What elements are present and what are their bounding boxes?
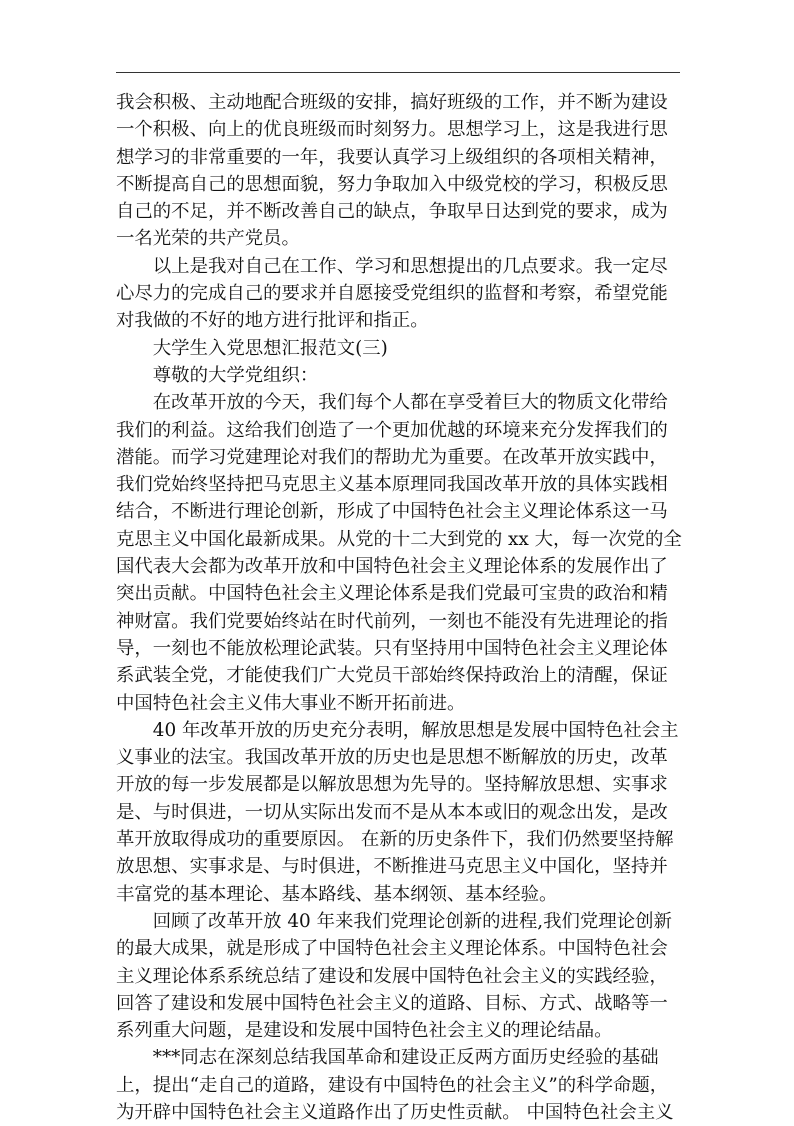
paragraph-emancipating-mind: 40 年改革开放的历史充分表明，解放思想是发展中国特色社会主 义事业的法宝。我国改革开放的历史也是思想不断解放的历史，改革 开放的每一步发展都是以解放思想为先导的。坚持解放思想、实事求 是、与时俱进，一切从实际出发而不是从本本或旧的观念出发，是改 革开放取得成功的重要原因。 在新的历史条件下，我们仍然要坚持解 放思想、实事求是、与时俱进，不断推进马克思主义中国化，坚持并 丰富党的基本理论、基本路线、基本纲领、基本经验。 [116, 719, 679, 905]
section-title: 大学生入党思想汇报范文(三) [116, 337, 388, 359]
salutation: 尊敬的大学党组织： [116, 364, 319, 386]
paragraph-own-road: ***同志在深刻总结我国革命和建设正反两方面历史经验的基础 上，提出“走自己的道路，建设有中国特色的社会主义”的科学命题， 为开辟中国特色社会主义道路作出了历史性贡献。 中国特色社会主义 [116, 1047, 674, 1123]
document-body [116, 89, 682, 1126]
paragraph-theoretical-innovation: 回顾了改革开放 40 年来我们党理论创新的进程,我们党理论创新 的最大成果，就是形成了中国特色社会主义理论体系。中国特色社会 主义理论体系系统总结了建设和发展中国特色社会主义的实践经验， 回答了建设和发展中国特色社会主义的道路、目标、方式、战略等一 系列重大问题，是建设和发展中国特色社会主义的理论结晶。 [116, 910, 672, 1042]
paragraph-summary-pledge: 以上是我对自己在工作、学习和思想提出的几点要求。我一定尽 心尽力的完成自己的要求并自愿接受党组织的监督和考察，希望党能 对我做的不好的地方进行批评和指正。 [116, 255, 668, 332]
header-rule [116, 72, 680, 73]
paragraph-study-commitment: 我会积极、主动地配合班级的安排，搞好班级的工作，并不断为建设 一个积极、向上的优良班级而时刻努力。思想学习上，这是我进行思 想学习的非常重要的一年，我要认真学习上级组织的各项相关精神， 不断提高自己的思想面貌，努力争取加入中级党校的学习，积极反思 自己的不足，并不断改善自己的缺点，争取早日达到党的要求，成为 一名光荣的共产党员。 [116, 92, 668, 250]
paragraph-reform-opening: 在改革开放的今天，我们每个人都在享受着巨大的物质文化带给 我们的利益。这给我们创造了一个更加优越的环境来充分发挥我们的 潜能。而学习党建理论对我们的帮助尤为重要。在改革开放实践中， 我们党始终坚持把马克思主义基本原理同我国改革开放的具体实践相 结合，不断进行理论创新，形成了中国特色社会主义理论体系这一马 克思主义中国化最新成果。从党的十二大到党的 xx 大，每一次党的全 国代表大会都为改革开放和中国特色社会主义理论体系的发展作出了 突出贡献。中国特色社会主义理论体系是我们党最可宝贵的政治和精 神财富。我们党要始终站在时代前列，一刻也不能没有先进理论的指 导，一刻也不能放松理论武装。只有坚持用中国特色社会主义理论体 系武装全党，才能使我们广大党员干部始终保持政治上的清醒，保证 中国特色社会主义伟大事业不断开拓前进。 [116, 392, 682, 714]
